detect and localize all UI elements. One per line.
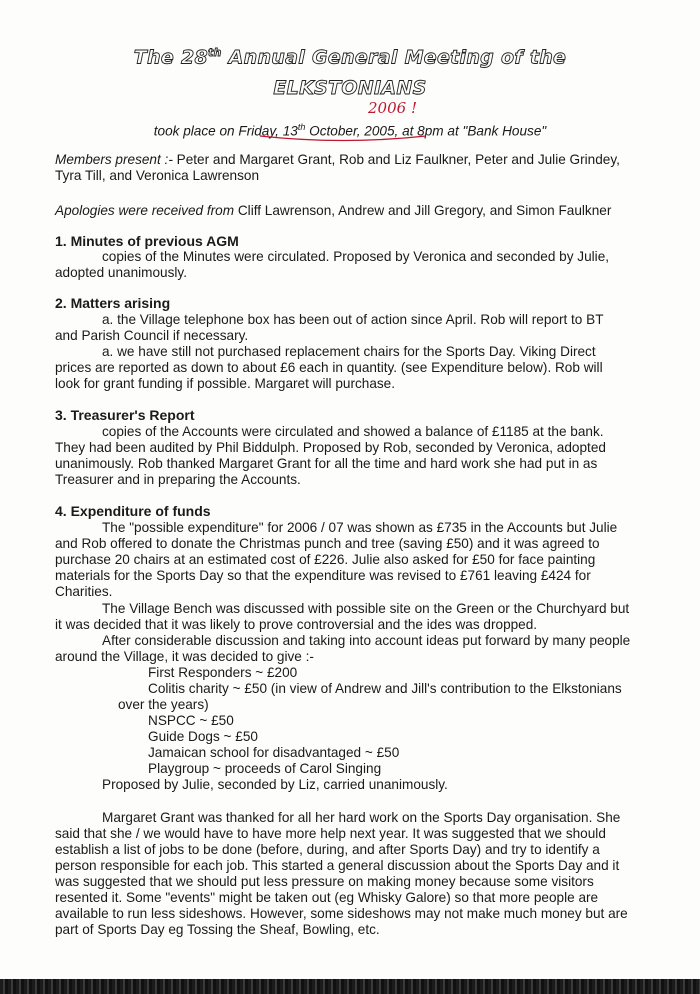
donation-item: NSPCC ~ £50 xyxy=(148,713,234,728)
section-3-text: unanimously. Rob thanked Margaret Grant for all the time and hard work she had put in as xyxy=(55,456,598,471)
section-4-text: around the Village, it was decided to give :- xyxy=(55,649,314,664)
title-line-1: The 28th Annual General Meeting of the xyxy=(133,46,567,69)
section-4-text: After considerable discussion and taking into account ideas put forward by many people xyxy=(102,633,631,648)
section-4-text: it was decided that it was likely to prove controversial and the ides was dropped. xyxy=(55,617,538,632)
donation-item: Jamaican school for disadvantaged ~ £50 xyxy=(148,745,400,760)
section-1-heading: 1. Minutes of previous AGM xyxy=(55,233,239,249)
closing-text: person responsible for each job. This started a general discussion about the Sports Day and it xyxy=(55,858,620,873)
closing-text: establish a list of jobs to be done (before, during, and after Sports Day) and try to identify a xyxy=(55,842,600,857)
section-1-text: copies of the Minutes were circulated. Proposed by Veronica and seconded by Julie, xyxy=(102,249,610,264)
section-3-text: They had been audited by Phil Biddulph. Proposed by Rob, seconded by Veronica, adopted xyxy=(55,440,606,455)
section-4-text: materials for the Sports Day so that the expenditure was revised to £761 leaving £424 for xyxy=(55,568,591,583)
intro-line: took place on Friday, 13th October, 2005, at 8pm at "Bank House" xyxy=(153,122,547,139)
handwritten-correction: 2006 ! xyxy=(368,99,417,117)
section-4-text: and Rob offered to donate the Christmas punch and tree (saving £50) and it was agreed to xyxy=(55,536,600,551)
closing-text: was suggested that we should put less pressure on making money because some visitors xyxy=(55,874,594,889)
handwritten-underline xyxy=(258,133,428,143)
section-2-text: a. we have still not purchased replacement chairs for the Sports Day. Viking Direct xyxy=(102,344,596,359)
donation-item: First Responders ~ £200 xyxy=(148,665,298,680)
section-2-text: a. the Village telephone box has been out of action since April. Rob will report to BT xyxy=(102,312,604,327)
donation-item: Playgroup ~ proceeds of Carol Singing xyxy=(148,761,382,776)
title-line-2: ELKSTONIANS xyxy=(273,77,427,99)
section-4-text: Charities. xyxy=(55,584,113,599)
section-3-text: Treasurer and in preparing the Accounts. xyxy=(55,472,301,487)
closing-text: part of Sports Day eg Tossing the Sheaf, Bowling, etc. xyxy=(55,922,380,937)
closing-text: resented it. Some "events" might be taken out (eg Whisky Galore) so that more people are xyxy=(55,890,599,905)
section-4-text: purchase 20 chairs at an estimated cost of £226. Julie also asked for £50 for face painting xyxy=(55,552,596,567)
closing-text: available to run less sideshows. However, some sideshows may not make much money but are xyxy=(55,906,628,921)
section-1-text: adopted unanimously. xyxy=(55,265,188,280)
section-2-heading: 2. Matters arising xyxy=(55,295,171,311)
scan-edge-bar xyxy=(0,979,700,994)
closing-text: Margaret Grant was thanked for all her hard work on the Sports Day organisation. She xyxy=(102,810,621,825)
closing-text: said that she / we would have to have more help next year. It was suggested that we should xyxy=(55,826,606,841)
section-2-text: prices are reported as down to about £6 each in quantity. (see Expenditure below). Rob will xyxy=(55,360,603,375)
section-2-text: look for grant funding if possible. Margaret will purchase. xyxy=(55,376,396,391)
donation-item: over the years) xyxy=(118,697,209,712)
section-4-text: Proposed by Julie, seconded by Liz, carried unanimously. xyxy=(102,777,448,792)
section-4-text: The Village Bench was discussed with possible site on the Green or the Churchyard but xyxy=(102,601,630,616)
apologies-line: Apologies were received from Cliff Lawrenson, Andrew and Jill Gregory, and Simon Faulkner xyxy=(55,203,612,218)
section-4-heading: 4. Expenditure of funds xyxy=(55,503,211,519)
donation-item: Colitis charity ~ £50 (in view of Andrew and Jill's contribution to the Elkstonians xyxy=(148,681,622,696)
section-2-text: and Parish Council if necessary. xyxy=(55,328,249,343)
donation-item: Guide Dogs ~ £50 xyxy=(148,729,258,744)
section-3-heading: 3. Treasurer's Report xyxy=(55,407,195,423)
section-4-text: The "possible expenditure" for 2006 / 07 was shown as £735 in the Accounts but Julie xyxy=(102,520,618,535)
members-present-line-2: Tyra Till, and Veronica Lawrenson xyxy=(55,168,260,183)
section-3-text: copies of the Accounts were circulated and showed a balance of £1185 at the bank. xyxy=(102,424,604,439)
members-present-line-1: Members present :- Peter and Margaret Grant, Rob and Liz Faulkner, Peter and Julie Grindey, xyxy=(55,152,620,167)
